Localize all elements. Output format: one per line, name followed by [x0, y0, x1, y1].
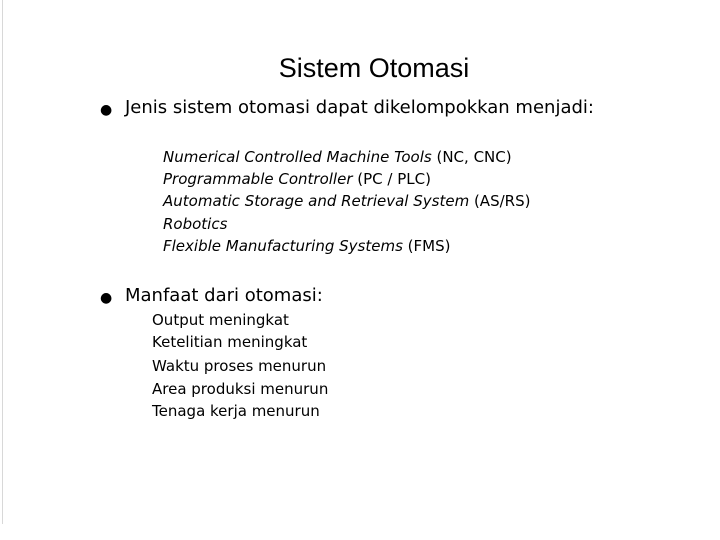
bullet-dot-icon [100, 103, 112, 117]
list-item: Waktu proses menurun [152, 357, 327, 375]
list-item: Ketelitian meningkat [152, 333, 308, 351]
list-item: Tenaga kerja menurun [152, 402, 320, 420]
list-item: Robotics [163, 215, 228, 233]
list-item: Output meningkat [152, 311, 289, 329]
bullet-dot-icon [100, 291, 112, 305]
bullet-jenis [100, 97, 640, 143]
list-item: Flexible Manufacturing Systems (FMS) [163, 237, 451, 255]
bullet-manfaat-text: Manfaat dari otomasi: [125, 285, 323, 306]
bullet-jenis-text: Jenis sistem otomasi dapat dikelompokkan menjadi: [125, 97, 594, 118]
list-item: Numerical Controlled Machine Tools (NC, CNC) [163, 148, 512, 166]
slide-title: Sistem Otomasi [278, 53, 470, 83]
list-item: Automatic Storage and Retrieval System (AS/RS) [163, 192, 531, 210]
list-item: Area produksi menurun [152, 380, 329, 398]
bullet-manfaat [100, 285, 640, 309]
list-item: Programmable Controller (PC / PLC) [163, 170, 431, 188]
